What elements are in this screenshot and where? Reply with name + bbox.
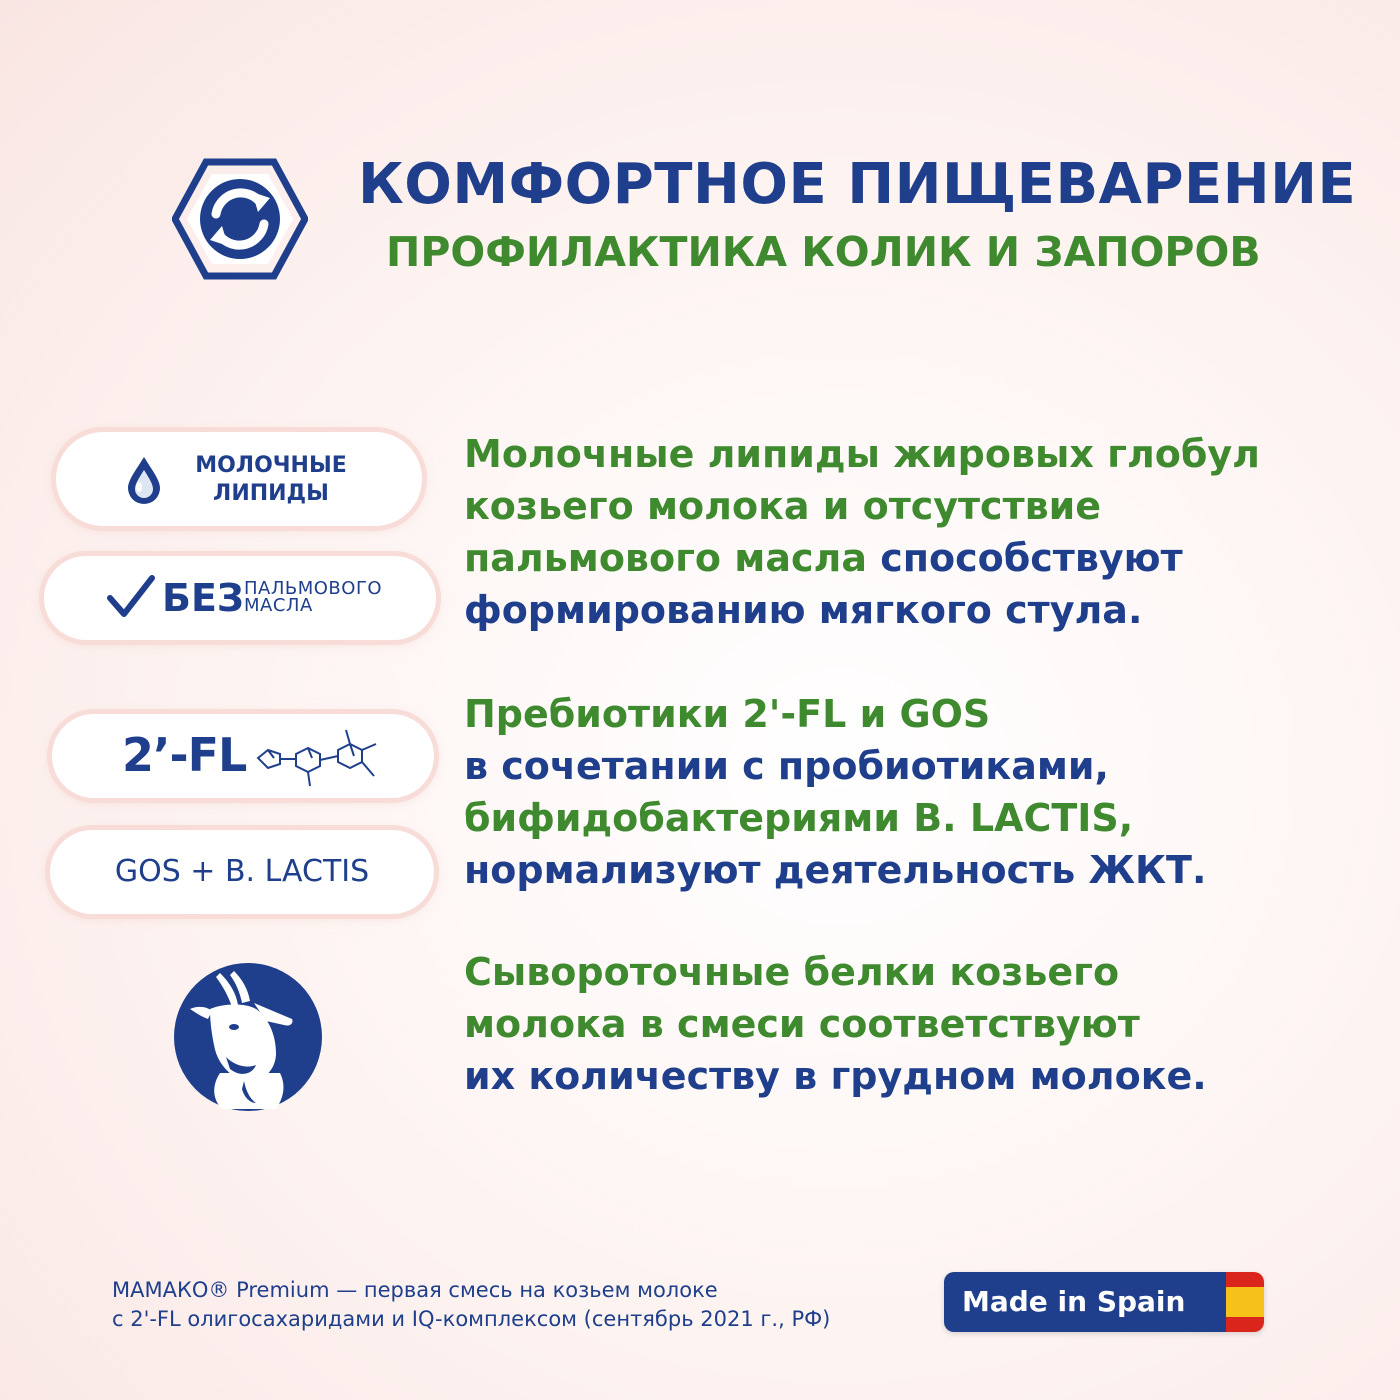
milk-drop-icon [124, 454, 164, 506]
gos-blactis-label: GOS + B. LACTIS [114, 854, 370, 889]
paragraph-milk-lipids [464, 428, 1260, 636]
page-title: КОМФОРТНОЕ ПИЩЕВАРЕНИЕ [358, 152, 1357, 217]
p2-line2: в сочетании с пробиотиками, [464, 744, 1109, 788]
p1-line4: формированию мягкого стула. [464, 588, 1143, 632]
made-in-spain-badge [944, 1272, 1264, 1332]
twofl-label: 2’-FL [122, 728, 247, 782]
milk-lipids-line1: МОЛОЧНЫЕ [195, 453, 347, 478]
p1-line2: козьего молока и отсутствие [464, 484, 1102, 528]
no-palm-oil-badge [44, 556, 436, 640]
p1-line3-green: пальмового масла [464, 536, 867, 580]
milk-lipids-label [176, 452, 366, 508]
checkmark-icon [106, 574, 156, 620]
no-palm-small-line1: ПАЛЬМОВОГО [244, 578, 383, 599]
p1-line1: Молочные липиды жировых глобул [464, 432, 1261, 476]
p1-line3-blue: способствуют [866, 536, 1183, 580]
twofl-badge [52, 714, 434, 798]
paragraph-prebiotics [464, 688, 1206, 896]
goat-icon [172, 961, 324, 1113]
molecule-icon [250, 728, 386, 788]
recycle-arrows-hexagon-icon [172, 158, 308, 280]
p2-line1: Пребиотики 2'-FL и GOS [464, 692, 991, 736]
p2-line3: бифидобактериями B. LACTIS, [464, 796, 1134, 840]
footnote [112, 1276, 830, 1334]
no-palm-big-label: БЕЗ [162, 576, 244, 620]
made-in-spain-label: Made in Spain [944, 1272, 1226, 1332]
p1-line3 [464, 532, 1260, 584]
milk-lipids-line2: ЛИПИДЫ [213, 481, 329, 506]
no-palm-small-line2: МАСЛА [244, 595, 313, 616]
gos-blactis-badge [50, 830, 434, 914]
no-palm-small-label [244, 580, 382, 614]
footnote-line2: с 2'-FL олигосахаридами и IQ-комплексом (сентябрь 2021 г., РФ) [112, 1307, 831, 1331]
p3-line1: Сывороточные белки козьего [464, 950, 1120, 994]
footnote-line1: МАМАКО® Premium — первая смесь на козьем молоке [112, 1278, 718, 1302]
page-subtitle: ПРОФИЛАКТИКА КОЛИК И ЗАПОРОВ [386, 228, 1261, 276]
milk-lipids-badge [56, 432, 422, 526]
p2-line4: нормализуют деятельность ЖКТ. [464, 848, 1207, 892]
p3-line3: их количеству в грудном молоке. [464, 1054, 1207, 1098]
p3-line2: молока в смеси соответствуют [464, 1002, 1140, 1046]
paragraph-whey-proteins [464, 946, 1207, 1102]
spain-flag-icon [1226, 1272, 1264, 1332]
